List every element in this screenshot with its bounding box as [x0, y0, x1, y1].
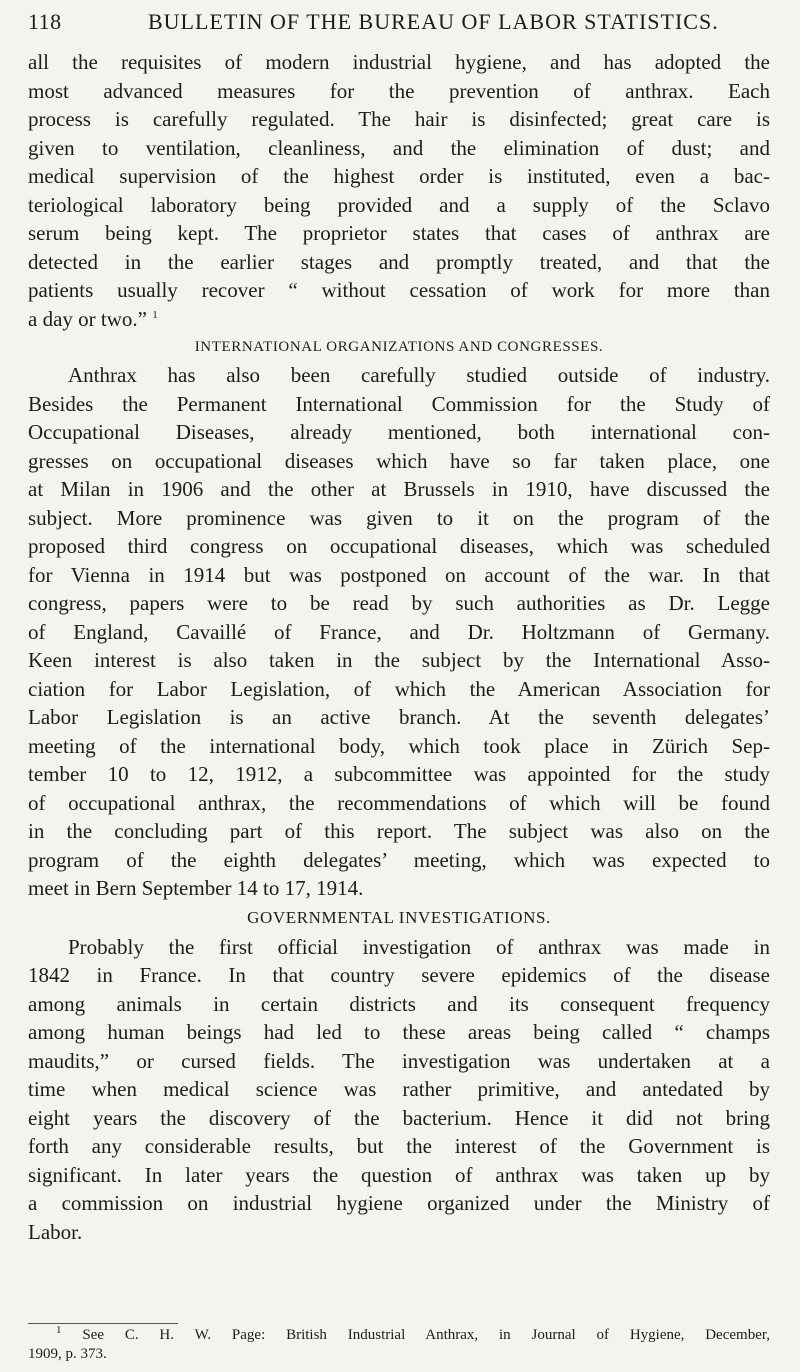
text-line: teriological laboratory being provided and a supply of the Sclavo	[28, 192, 770, 217]
text-line: subject. More prominence was given to it on the program of the	[28, 505, 770, 530]
footnote-line	[28, 1326, 770, 1345]
text-line: proposed third congress on occupational diseases, which was scheduled	[28, 534, 770, 558]
section-heading-international: INTERNATIONAL ORGANIZATIONS AND CONGRESSES.	[194, 339, 604, 355]
footnote-mark: 1	[56, 1324, 62, 1336]
text-line: maudits,” or cursed fields. The investigation was undertaken at a	[28, 1048, 770, 1073]
text-line: of England, Cavaillé of France, and Dr. Holtzmann of Germany.	[28, 619, 770, 644]
text-line: among animals in certain districts and its consequent frequency	[28, 991, 770, 1016]
text-line: meeting of the international body, which took place in Zürich Sep-	[28, 733, 770, 758]
text-line: significant. In later years the question of anthrax was taken up by	[28, 1162, 770, 1187]
text-line: program of the eighth delegates’ meeting, which was expected to	[28, 847, 770, 872]
text-line: tember 10 to 12, 1912, a subcommittee was appointed for the study	[28, 762, 770, 786]
section-heading-governmental: GOVERNMENTAL INVESTIGATIONS.	[247, 907, 551, 927]
text-line: Besides the Permanent International Commission for the Study of	[28, 391, 770, 416]
page-number: 118	[28, 9, 62, 34]
text-line: given to ventilation, cleanliness, and the elimination of dust; and	[28, 135, 770, 160]
text-line: Anthrax has also been carefully studied outside of industry.	[68, 363, 770, 387]
text-line: congress, papers were to be read by such authorities as Dr. Legge	[28, 591, 770, 615]
body-text	[28, 48, 770, 1246]
text-line: a commission on industrial hygiene organized under the Ministry of	[28, 1191, 770, 1215]
text-line: for Vienna in 1914 but was postponed on account of the war. In that	[28, 562, 770, 587]
paragraph-1	[28, 48, 770, 333]
text-line: Keen interest is also taken in the subject by the International Asso-	[28, 648, 770, 672]
text-line: forth any considerable results, but the interest of the Government is	[28, 1134, 770, 1158]
text-line: serum being kept. The proprietor states that cases of anthrax are	[28, 221, 770, 245]
paragraph-2	[28, 361, 770, 903]
text-line: medical supervision of the highest order is instituted, even a bac-	[28, 164, 770, 188]
text-line: most advanced measures for the prevention of anthrax. Each	[28, 78, 770, 103]
text-line: 1842 in France. In that country severe epidemics of the disease	[28, 963, 770, 987]
text-line: time when medical science was rather primitive, and antedated by	[28, 1077, 770, 1101]
running-head-title: BULLETIN OF THE BUREAU OF LABOR STATISTICS.	[148, 9, 719, 34]
text-line-with-footnote	[28, 305, 770, 334]
text-line: of occupational anthrax, the recommendations of which will be found	[28, 790, 770, 815]
paragraph-3	[28, 933, 770, 1247]
text-line: gresses on occupational diseases which have so far taken place, one	[28, 448, 770, 473]
footnote-line: 1909, p. 373.	[28, 1346, 107, 1362]
text-line: Occupational Diseases, already mentioned, both international con-	[28, 420, 770, 444]
text-line: detected in the earlier stages and promptly treated, and that the	[28, 249, 770, 274]
footnote	[28, 1326, 770, 1364]
text-line: eight years the discovery of the bacterium. Hence it did not bring	[28, 1105, 770, 1130]
footnote-reference[interactable]: 1	[152, 308, 158, 321]
text-line-content: a day or two.”	[28, 306, 147, 331]
text-line: all the requisites of modern industrial hygiene, and has adopted the	[28, 50, 770, 74]
text-line: patients usually recover “ without cessation of work for more than	[28, 278, 770, 302]
text-line: process is carefully regulated. The hair is disinfected; great care is	[28, 107, 770, 131]
text-line: Labor Legislation is an active branch. At the seventh delegates’	[28, 705, 770, 729]
footnote-text: See C. H. W. Page: British Industrial Anthrax, in Journal of Hygiene, December,	[82, 1327, 770, 1343]
text-line: Probably the first official investigation of anthrax was made in	[68, 934, 770, 959]
footnote-divider	[28, 1323, 178, 1324]
text-line: in the concluding part of this report. The subject was also on the	[28, 819, 770, 843]
text-line: Labor.	[28, 1219, 83, 1244]
text-line: among human beings had led to these areas being called “ champs	[28, 1020, 770, 1044]
text-line: meet in Bern September 14 to 17, 1914.	[28, 876, 364, 900]
text-line: at Milan in 1906 and the other at Brussels in 1910, have discussed the	[28, 477, 770, 501]
text-line: ciation for Labor Legislation, of which the American Association for	[28, 676, 770, 701]
